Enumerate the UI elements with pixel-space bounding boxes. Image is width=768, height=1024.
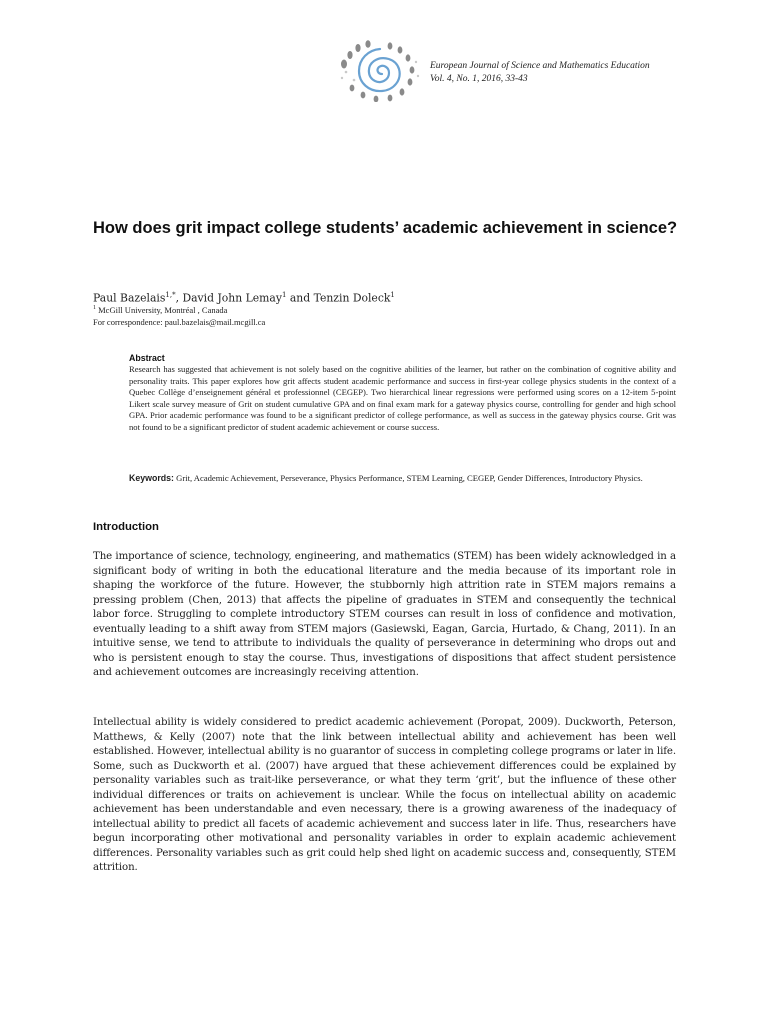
journal-volume: Vol. 4, No. 1, 2016, 33-43: [430, 73, 528, 84]
author-list: [93, 291, 395, 305]
author-affil-mark: 1,*: [165, 291, 176, 299]
author-affil-mark: 1: [281, 291, 287, 299]
journal-logo: [334, 40, 424, 102]
author-name: Tenzin Doleck: [313, 291, 391, 305]
section-heading-introduction: Introduction: [93, 521, 159, 533]
correspondence: For correspondence: paul.bazelais@mail.mcgill.ca: [93, 317, 266, 327]
abstract-body: Research has suggested that achievement is not solely based on the cognitive abilities of the learner, but rather on the combination of cognitive ability and personality traits. This paper explores how grit affects student academic performance and success in first-year college physics students in the context of a Quebec Collège d’enseignement général et professionnel (CEGEP). Two hierarchical linear regressions were performed using scores on a 12-item 5-point Likert scale survey measure of Grit on student cumulative GPA and on final exam mark for a gateway physics course, controlling for gender and high school GPA. Prior academic performance was found to be a significant predictor of college performance, as well as success in the gateway physics course. Grit was not found to be a significant predictor of student academic achievement or course success.: [129, 364, 676, 432]
journal-name: European Journal of Science and Mathematics Education: [430, 61, 650, 71]
author-separator: and: [286, 291, 314, 305]
author-affil-mark: 1: [390, 291, 395, 299]
author-name: David John Lemay: [182, 291, 282, 305]
author-name: Paul Bazelais: [93, 291, 166, 305]
keywords: [129, 472, 676, 485]
affiliation: [93, 305, 227, 315]
body-paragraph: The importance of science, technology, engineering, and mathematics (STEM) has been widely acknowledged in a significant body of writing in both the educational literature and the media because of its important role in shaping the workforce of the future. However, the stubbornly high attrition rate in STEM majors remains a pressing problem (Chen, 2013) that affects the pipeline of graduates in STEM and consequently the technical labor force. Struggling to complete introductory STEM courses can result in loss of confidence and motivation, eventually leading to a shift away from STEM majors (Gasiewski, Eagan, Garcia, Hurtado, & Chang, 2011). In an intuitive sense, we tend to attribute to individuals the quality of perseverance in determining who drops out and who is persistent enough to stay the course. Thus, investigations of dispositions that affect student persistence and achievement outcomes are increasingly receiving attention.: [93, 551, 676, 678]
body-paragraph: Intellectual ability is widely considered to predict academic achievement (Poropat, 2009). Duckworth, Peterson, Matthews, & Kelly (2007) note that the link between intellectual ability and achievement has been well established. However, intellectual ability is no guarantor of success in completing college programs or later in life. Some, such as Duckworth et al. (2007) have argued that these achievement differences could be explained by personality variables such as trait-like perseverance, or what they term ‘grit’, but the influence of these other individual differences or traits on achievement is unclear. While the focus on intellectual ability on academic achievement has been understandable and even necessary, there is a growing awareness of the inadequacy of intellectual ability to predict all facets of academic achievement and success later in life. Thus, researchers have begun incorporating other motivational and personality variables in order to explain academic achievement differences. Personality variables such as grit could help shed light on academic success and, consequently, STEM attrition.: [93, 717, 676, 873]
affiliation-mark: 1: [93, 305, 96, 312]
author-separator: ,: [175, 291, 183, 305]
keywords-text: Grit, Academic Achievement, Perseverance, Physics Performance, STEM Learning, CEGEP, Gender Differences, Introductory Physics.: [173, 473, 643, 483]
affiliation-text: McGill University, Montréal , Canada: [96, 305, 228, 315]
paper-title: How does grit impact college students’ academic achievement in science?: [93, 219, 678, 237]
abstract-heading: Abstract: [129, 353, 165, 363]
journal-header: [430, 60, 650, 85]
keywords-label: Keywords:: [129, 473, 174, 483]
